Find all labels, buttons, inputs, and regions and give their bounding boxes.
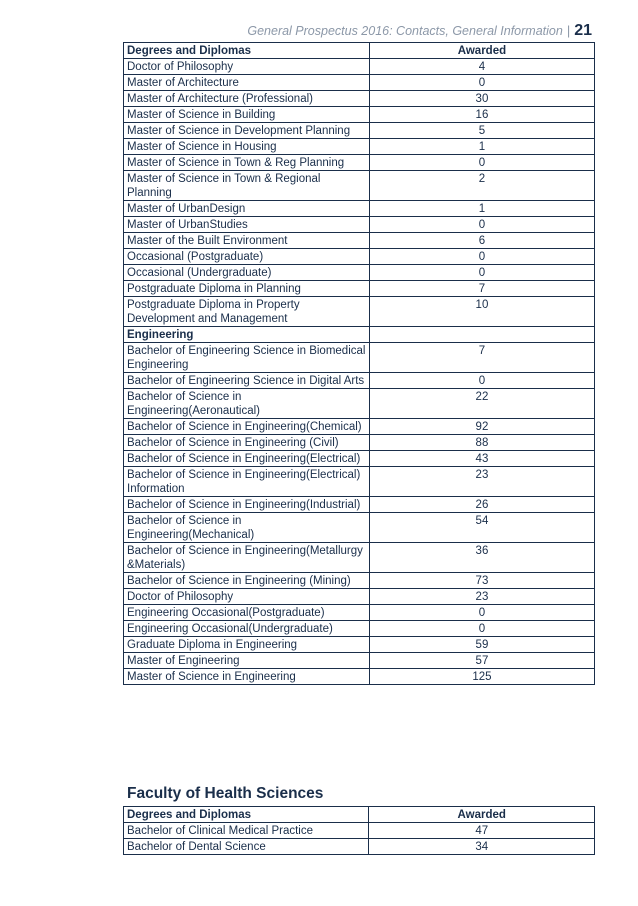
table-row: [124, 513, 595, 543]
awarded-cell: 0: [369, 75, 594, 91]
awarded-cell: 1: [369, 201, 594, 217]
awarded-cell: 1: [369, 139, 594, 155]
degree-cell: Bachelor of Science in Engineering (Civil): [124, 435, 370, 451]
degree-cell: Bachelor of Dental Science: [124, 839, 369, 855]
degree-cell: Occasional (Undergraduate): [124, 265, 370, 281]
table-row: [124, 155, 595, 171]
degree-cell: Master of Science in Town & Regional Planning: [124, 171, 370, 201]
awarded-cell: 5: [369, 123, 594, 139]
degree-cell: Engineering Occasional(Postgraduate): [124, 605, 370, 621]
awarded-cell: 0: [369, 605, 594, 621]
degree-cell: Bachelor of Engineering Science in Digital Arts: [124, 373, 370, 389]
table-row: [124, 621, 595, 637]
table-row: [124, 249, 595, 265]
awarded-cell: 43: [369, 451, 594, 467]
degree-cell: Master of Science in Town & Reg Planning: [124, 155, 370, 171]
awarded-cell: 92: [369, 419, 594, 435]
table-row: [124, 343, 595, 373]
table-row: [124, 637, 595, 653]
table-row: [124, 59, 595, 75]
table-row: [124, 543, 595, 573]
degree-cell: Postgraduate Diploma in Property Development and Management: [124, 297, 370, 327]
table-row: [124, 653, 595, 669]
awarded-cell: 59: [369, 637, 594, 653]
degree-cell: Bachelor of Science in Engineering(Electrical) Information: [124, 467, 370, 497]
column-header-degrees: Degrees and Diplomas: [124, 43, 370, 59]
degree-cell: Occasional (Postgraduate): [124, 249, 370, 265]
table-header-row: [124, 807, 595, 823]
degree-cell: Master of UrbanDesign: [124, 201, 370, 217]
table-row: [124, 201, 595, 217]
degree-cell: Engineering Occasional(Undergraduate): [124, 621, 370, 637]
degree-cell: Bachelor of Science in Engineering(Chemical): [124, 419, 370, 435]
table-row: [124, 435, 595, 451]
column-header-degrees: Degrees and Diplomas: [124, 807, 369, 823]
degree-cell: Master of Engineering: [124, 653, 370, 669]
awarded-cell: 54: [369, 513, 594, 543]
awarded-cell: 57: [369, 653, 594, 669]
awarded-cell: 0: [369, 249, 594, 265]
degree-cell: Bachelor of Science in Engineering(Industrial): [124, 497, 370, 513]
degree-cell: Bachelor of Engineering Science in Biomedical Engineering: [124, 343, 370, 373]
table-row: [124, 573, 595, 589]
awarded-cell: 10: [369, 297, 594, 327]
awarded-cell: 0: [369, 621, 594, 637]
degrees-table-body: [124, 59, 595, 685]
table-row: [124, 139, 595, 155]
awarded-cell: 125: [369, 669, 594, 685]
table-row: [124, 91, 595, 107]
awarded-cell: 4: [369, 59, 594, 75]
table-row: [124, 281, 595, 297]
awarded-cell: 73: [369, 573, 594, 589]
header-title: General Prospectus 2016: Contacts, General Information: [247, 24, 563, 38]
page-number: 21: [574, 22, 592, 39]
table-header-row: [124, 43, 595, 59]
column-header-awarded: Awarded: [369, 807, 595, 823]
awarded-cell: 23: [369, 589, 594, 605]
degree-cell: Master of Science in Building: [124, 107, 370, 123]
table-row: [124, 605, 595, 621]
degree-cell: Master of Science in Engineering: [124, 669, 370, 685]
table-row: [124, 217, 595, 233]
page-header: [247, 22, 592, 40]
awarded-cell: 0: [369, 217, 594, 233]
degree-cell: Doctor of Philosophy: [124, 59, 370, 75]
table-row: [124, 389, 595, 419]
degree-cell: Graduate Diploma in Engineering: [124, 637, 370, 653]
degree-cell: Bachelor of Science in Engineering(Mechanical): [124, 513, 370, 543]
awarded-cell: 0: [369, 155, 594, 171]
awarded-cell: 2: [369, 171, 594, 201]
table-row: [124, 171, 595, 201]
table-row: [124, 823, 595, 839]
section-label: Engineering: [124, 327, 370, 343]
degree-cell: Master of Science in Housing: [124, 139, 370, 155]
table-row: [124, 497, 595, 513]
awarded-cell: 26: [369, 497, 594, 513]
table-row: [124, 839, 595, 855]
awarded-cell: 7: [369, 281, 594, 297]
degree-cell: Bachelor of Science in Engineering(Electrical): [124, 451, 370, 467]
degree-cell: Bachelor of Science in Engineering(Aeronautical): [124, 389, 370, 419]
table-row: [124, 233, 595, 249]
degree-cell: Master of Architecture: [124, 75, 370, 91]
degree-cell: Master of Science in Development Planning: [124, 123, 370, 139]
degree-cell: Bachelor of Science in Engineering(Metallurgy &Materials): [124, 543, 370, 573]
table-row: [124, 669, 595, 685]
table-row: [124, 419, 595, 435]
awarded-cell: 6: [369, 233, 594, 249]
degree-cell: Master of the Built Environment: [124, 233, 370, 249]
degree-cell: Postgraduate Diploma in Planning: [124, 281, 370, 297]
degree-cell: Doctor of Philosophy: [124, 589, 370, 605]
column-header-awarded: Awarded: [369, 43, 594, 59]
table-row: [124, 75, 595, 91]
awarded-cell: 23: [369, 467, 594, 497]
awarded-cell: 30: [369, 91, 594, 107]
section-row: [124, 327, 595, 343]
awarded-cell: 88: [369, 435, 594, 451]
degree-cell: Master of UrbanStudies: [124, 217, 370, 233]
section-empty-cell: [369, 327, 594, 343]
table-row: [124, 589, 595, 605]
awarded-cell: 36: [369, 543, 594, 573]
table-row: [124, 297, 595, 327]
table-row: [124, 123, 595, 139]
awarded-cell: 0: [369, 373, 594, 389]
awarded-cell: 47: [369, 823, 595, 839]
degree-cell: Master of Architecture (Professional): [124, 91, 370, 107]
awarded-cell: 22: [369, 389, 594, 419]
health-degrees-table-body: [124, 823, 595, 855]
table-row: [124, 373, 595, 389]
awarded-cell: 7: [369, 343, 594, 373]
awarded-cell: 34: [369, 839, 595, 855]
table-row: [124, 467, 595, 497]
degree-cell: Bachelor of Science in Engineering (Mining): [124, 573, 370, 589]
health-degrees-table: [123, 806, 595, 855]
awarded-cell: 16: [369, 107, 594, 123]
table-row: [124, 107, 595, 123]
table-row: [124, 451, 595, 467]
table-row: [124, 265, 595, 281]
degrees-table: [123, 42, 595, 685]
awarded-cell: 0: [369, 265, 594, 281]
header-separator: |: [566, 23, 571, 38]
degree-cell: Bachelor of Clinical Medical Practice: [124, 823, 369, 839]
section-title-health-sciences: Faculty of Health Sciences: [127, 785, 324, 802]
